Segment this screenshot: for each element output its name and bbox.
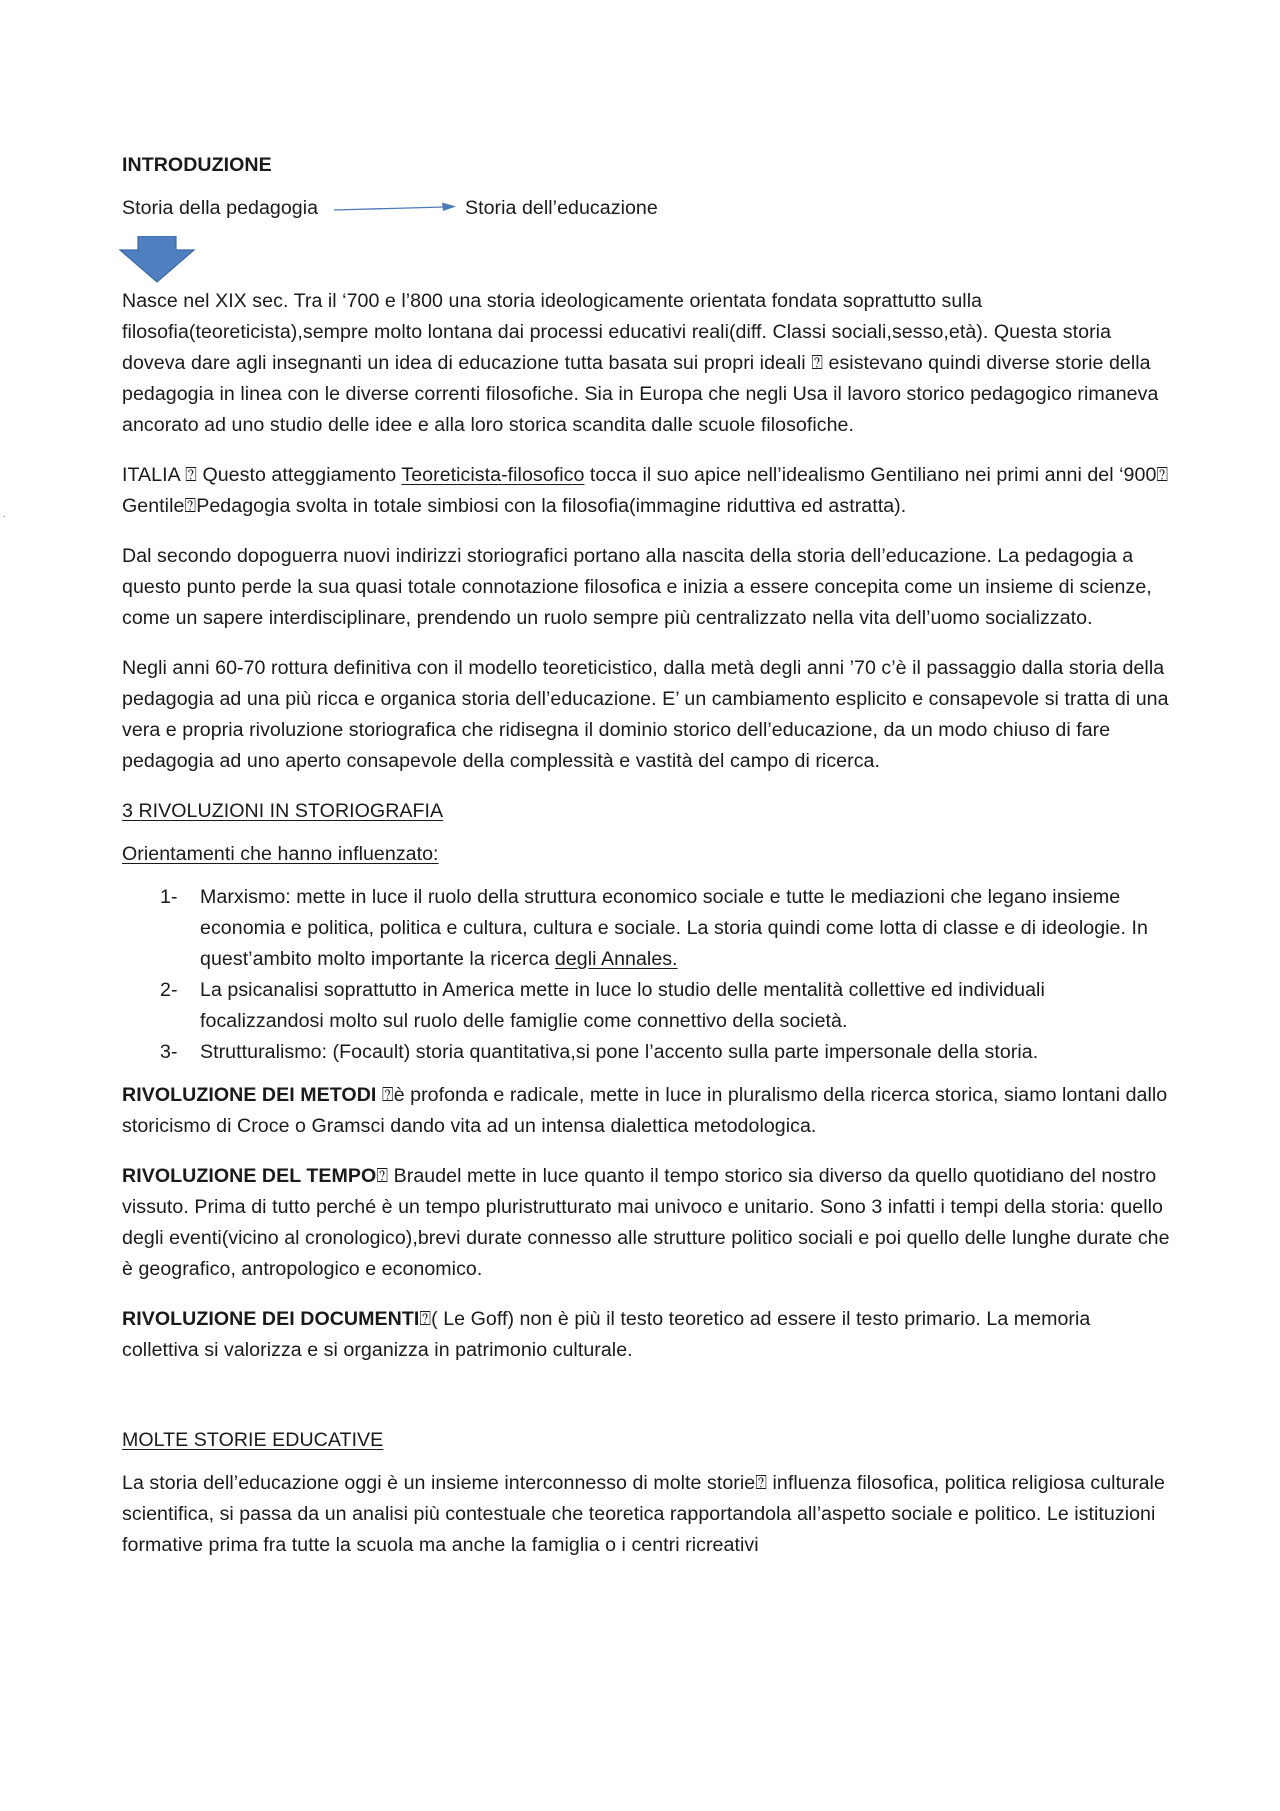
list-item — [122, 975, 1172, 1037]
right-arrow-icon — [334, 201, 456, 215]
rivoluzione-metodi-title: RIVOLUZIONE DEI METODI — [122, 1084, 382, 1106]
flow-from-label: Storia della pedagogia — [122, 197, 319, 219]
flow-diagram — [122, 193, 1172, 224]
italia-rest: tocca il suo apice nell’idealismo Gentiliano nei primi anni del ‘900⍰ Gentile⍰Pedagogia svolta in totale simbiosi con la filosofia(immagine riduttiva ed astratta). — [122, 464, 1169, 517]
list-item-number: 2- — [160, 979, 178, 1001]
rivoluzione-metodi-text: ⍰è profonda e radicale, mette in luce in pluralismo della ricerca storica, siamo lontani dallo storicismo di Croce o Gramsci dando vita ad un intensa dialettica metodologica. — [122, 1084, 1168, 1137]
stray-mark: . — [3, 509, 6, 520]
heading-molte-storie: MOLTE STORIE EDUCATIVE — [122, 1429, 384, 1451]
list-item-text: Strutturalismo: (Focault) storia quantitativa,si pone l’accento sulla parte impersonale della storia. — [200, 1041, 1039, 1063]
paragraph-molte-storie: La storia dell’educazione oggi è un insieme interconnesso di molte storie⍰ influenza filosofica, politica religiosa culturale scientifica, si passa da un analisi più contestuale che teoretica rapportandola all’aspetto sociale e politico. Le istituzioni formative prima fra tutte la scuola ma anche la famiglia o i centri ricreativi — [122, 1472, 1165, 1556]
annales-underlined: degli Annales. — [554, 948, 678, 970]
rivoluzione-tempo-text: ⍰ Braudel mette in luce quanto il tempo storico sia diverso da quello quotidiano del nostro vissuto. Prima di tutto perché è un tempo pluristrutturato mai univoco e unitario. Sono 3 infatti i tempi della storia: quello degli eventi(vicino al cronologico),brevi durate connesso alle strutture politico sociali e poi quello delle lunghe durate che è geografico, antropologico e economico. — [122, 1165, 1170, 1280]
heading-introduzione: INTRODUZIONE — [122, 154, 272, 176]
paragraph-anni-60-70: Negli anni 60-70 rottura definitiva con il modello teoreticistico, dalla metà degli anni ’70 c’è il passaggio dalla storia della pedagogia ad una più ricca e organica storia dell’educazione. E’ un cambiamento esplicito e consapevole si tratta di una vera e propria rivoluzione storiografica che ridisegna il dominio storico dell’educazione, da un modo chiuso di fare pedagogia ad uno aperto consapevole della complessità e vastità del campo di ricerca. — [122, 657, 1169, 772]
heading-orientamenti: Orientamenti che hanno influenzato: — [122, 843, 439, 865]
teoreticista-underlined: Teoreticista-filosofico — [401, 464, 585, 486]
paragraph-origins: Nasce nel XIX sec. Tra il ‘700 e l’800 una storia ideologicamente orientata fondata soprattutto sulla filosofia(teoreticista),sempre molto lontana dai processi educativi reali(diff. Classi sociali,sesso,età). Questa storia doveva dare agli insegnanti un idea di educazione tutta basata sui propri ideali ⍰ esistevano quindi diverse storie della pedagogia in linea con le diverse correnti filosofiche. Sia in Europa che negli Usa il lavoro storico pedagogico rimaneva ancorato ad uno studio delle idee e alla loro storica scandita dalle scuole filosofiche. — [122, 290, 1159, 436]
paragraph-dopoguerra: Dal secondo dopoguerra nuovi indirizzi storiografici portano alla nascita della storia dell’educazione. La pedagogia a questo punto perde la sua quasi totale connotazione filosofica e inizia a essere concepita come un insieme di scienze, come un sapere interdisciplinare, prendendo un ruolo sempre più centralizzato nella vita dell’uomo socializzato. — [122, 545, 1152, 629]
paragraph-rivoluzione-tempo — [122, 1161, 1172, 1285]
heading-rivoluzioni: 3 RIVOLUZIONI IN STORIOGRAFIA — [122, 800, 444, 822]
list-item-text: Marxismo: mette in luce il ruolo della struttura economico sociale e tutte le mediazioni che legano insieme economia e politica, politica e cultura, cultura e sociale. La storia quindi come lotta di classe e di ideologie. In quest’ambito molto importante la ricerca — [200, 886, 1148, 970]
paragraph-rivoluzione-metodi — [122, 1080, 1172, 1142]
list-item-text: La psicanalisi soprattutto in America mette in luce lo studio delle mentalità collettive ed individuali focalizzandosi molto sul ruolo delle famiglie come connettivo della società. — [200, 979, 1045, 1032]
list-item — [122, 882, 1172, 975]
document-body — [122, 150, 1172, 1580]
spacer — [122, 1385, 1172, 1425]
rivoluzione-tempo-title: RIVOLUZIONE DEL TEMPO — [122, 1165, 377, 1187]
rivoluzione-documenti-title: RIVOLUZIONE DEI DOCUMENTI — [122, 1308, 420, 1330]
down-arrow-icon — [118, 236, 198, 284]
down-arrow-container — [122, 236, 1172, 286]
paragraph-rivoluzione-documenti — [122, 1304, 1172, 1366]
orientamenti-list — [122, 882, 1172, 1068]
paragraph-italia — [122, 460, 1172, 522]
list-item — [122, 1037, 1172, 1068]
rivoluzione-documenti-text: ⍰( Le Goff) non è più il testo teoretico ad essere il testo primario. La memoria collettiva si valorizza e si organizza in patrimonio culturale. — [122, 1308, 1091, 1361]
list-item-number: 3- — [160, 1041, 178, 1063]
italia-lead: ITALIA ⍰ Questo atteggiamento — [122, 464, 402, 486]
flow-to-label: Storia dell’educazione — [465, 197, 658, 219]
list-item-number: 1- — [160, 886, 178, 908]
